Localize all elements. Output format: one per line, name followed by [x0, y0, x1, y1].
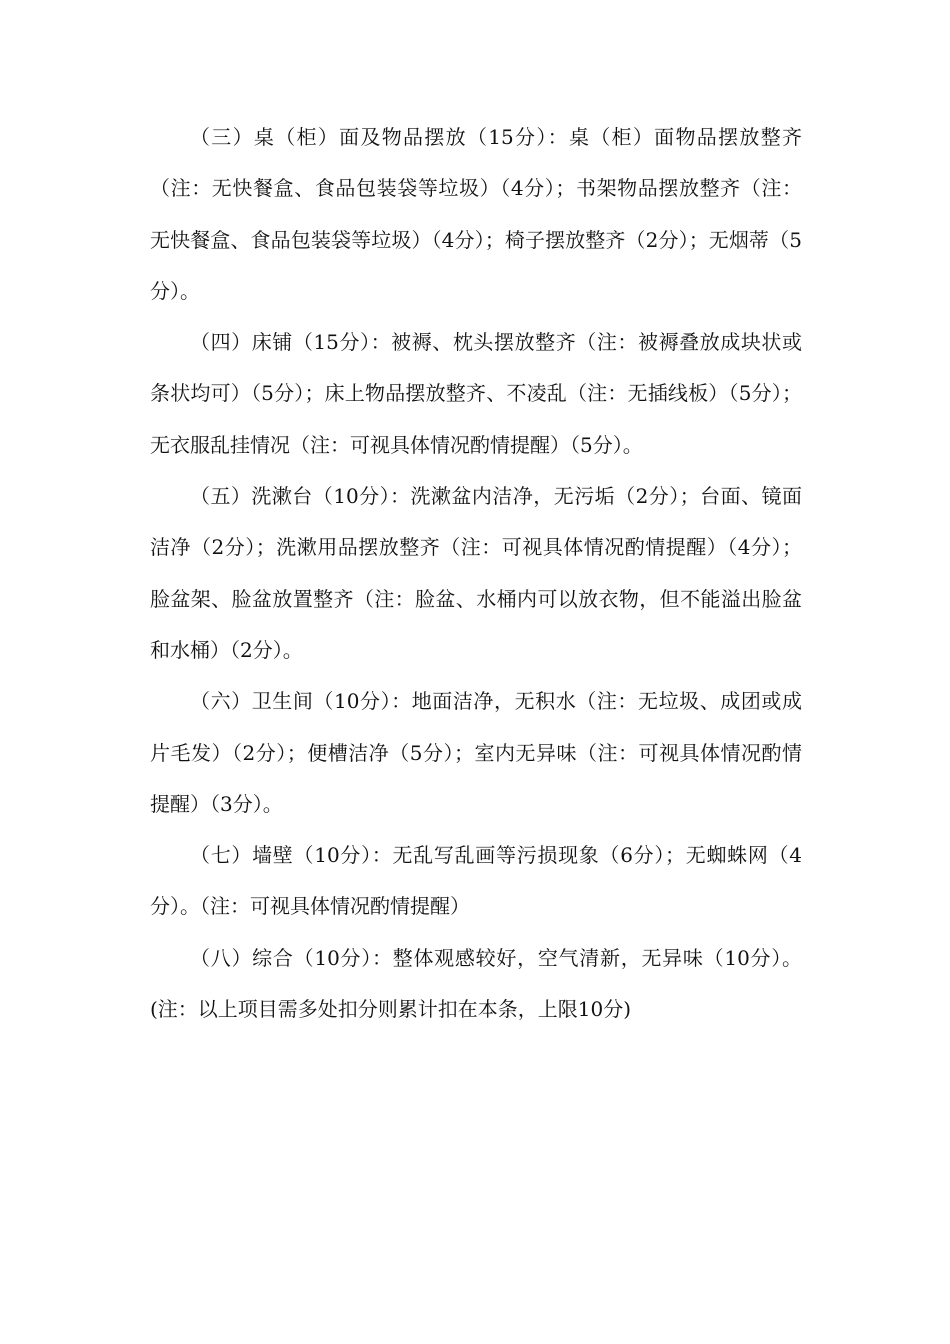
paragraph-desk-items: （三）桌（柜）面及物品摆放（15分）：桌（柜）面物品摆放整齐（注：无快餐盒、食品包装袋等垃圾）（4分）；书架物品摆放整齐（注：无快餐盒、食品包装袋等垃圾）（4分）；椅子摆放整齐（2分）；无烟蒂（5分）。	[150, 125, 802, 303]
paragraph-overall: （八）综合（10分）：整体观感较好，空气清新，无异味（10分）。(注：以上项目需多处扣分则累计扣在本条，上限10分)	[150, 945, 802, 1022]
document-body	[150, 112, 802, 1035]
paragraph-bathroom: （六）卫生间（10分）：地面洁净，无积水（注：无垃圾、成团或成片毛发）（2分）；便槽洁净（5分）；室内无异味（注：可视具体情况酌情提醒）（3分）。	[150, 689, 802, 816]
paragraph-walls: （七）墙壁（10分）：无乱写乱画等污损现象（6分）；无蜘蛛网（4分）。（注：可视具体情况酌情提醒）	[150, 843, 802, 919]
paragraph-washstand: （五）洗漱台（10分）：洗漱盆内洁净，无污垢（2分）；台面、镜面洁净（2分）；洗漱用品摆放整齐（注：可视具体情况酌情提醒）（4分）；脸盆架、脸盆放置整齐（注：脸盆、水桶内可以放衣物，但不能溢出脸盆和水桶）（2分）。	[150, 484, 802, 662]
paragraph-bedding: （四）床铺（15分）：被褥、枕头摆放整齐（注：被褥叠放成块状或条状均可）（5分）；床上物品摆放整齐、不凌乱（注：无插线板）（5分）；无衣服乱挂情况（注：可视具体情况酌情提醒）（5分）。	[150, 330, 802, 457]
